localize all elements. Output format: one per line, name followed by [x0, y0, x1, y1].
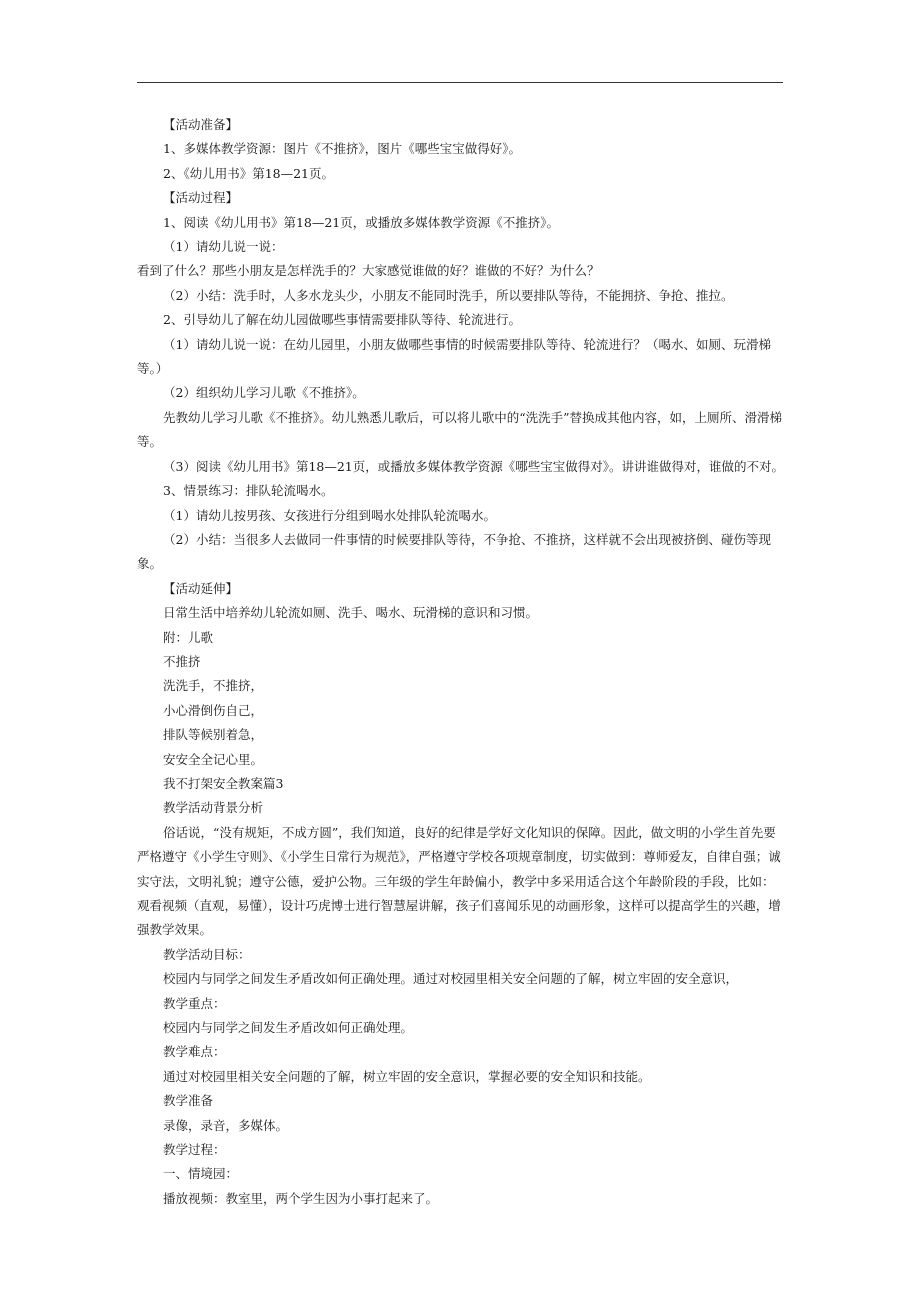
paragraph: 2、引导幼儿了解在幼儿园做哪些事情需要排队等待、轮流进行。: [163, 312, 521, 328]
paragraph: 教学活动背景分析: [163, 800, 264, 816]
paragraph: 录像，录音，多媒体。: [163, 1117, 289, 1133]
paragraph: 1、阅读《幼儿用书》第18—21页，或播放多媒体教学资源《不推挤》。: [163, 214, 560, 230]
paragraph: 教学难点：: [163, 1044, 226, 1060]
paragraph: 一、情境园：: [163, 1166, 239, 1182]
paragraph: （1）请幼儿说一说：在幼儿园里，小朋友做哪些事情的时候需要排队等待、轮流进行？（喝水、如厕、玩滑梯等。）: [137, 336, 771, 377]
paragraph: 教学重点：: [163, 995, 226, 1011]
paragraph: 俗话说，“没有规矩，不成方圆”，我们知道，良好的纪律是学好文化知识的保障。因此，做文明的小学生首先要严格遵守《小学生守则》、《小学生日常行为规范》，严格遵守学校各项规章制度，切实做到：尊师爱友，自律自强；诚实守法，文明礼貌；遵守公德，爱护公物。三年级的学生年龄偏小，教学中多采用适合这个年龄阶段的手段，比如：观看视频（直观，易懂），设计巧虎博士进行智慧屋讲解，孩子们喜闻乐见的动画形象，这样可以提高学生的兴趣，增强教学效果。: [137, 824, 781, 938]
paragraph: 2、《幼儿用书》第18—21页。: [163, 165, 335, 181]
paragraph: （1）请幼儿按男孩、女孩进行分组到喝水处排队轮流喝水。: [163, 507, 496, 523]
paragraph: 附：儿歌: [163, 629, 214, 645]
song-line: 洗洗手，不推挤，: [163, 678, 264, 694]
paragraph: 日常生活中培养幼儿轮流如厕、洗手、喝水、玩滑梯的意识和习惯。: [163, 605, 539, 621]
section-heading: 【活动延伸】: [163, 580, 239, 596]
article-title: 我不打架安全教案篇3: [163, 775, 284, 791]
paragraph: 播放视频：教室里，两个学生因为小事打起来了。: [163, 1190, 439, 1206]
paragraph: 1、多媒体教学资源：图片《不推挤》，图片《哪些宝宝做得好》。: [163, 141, 521, 157]
paragraph: 教学过程：: [163, 1142, 226, 1158]
paragraph: （2）组织幼儿学习儿歌《不推挤》。: [163, 385, 365, 401]
song-title: 不推挤: [163, 653, 201, 669]
paragraph: 校园内与同学之间发生矛盾改如何正确处理。通过对校园里相关安全问题的了解，树立牢固的安全意识，: [163, 971, 739, 987]
paragraph: （2）小结：洗手时，人多水龙头少，小朋友不能同时洗手，所以要排队等待，不能拥挤、争抢、推拉。: [163, 287, 734, 303]
song-line: 排队等候别着急，: [163, 727, 264, 743]
header-rule: [137, 82, 783, 83]
paragraph: 3、情景练习：排队轮流喝水。: [163, 483, 334, 499]
song-line: 安安全全记心里。: [163, 751, 264, 767]
paragraph: （2）小结：当很多人去做同一件事情的时候要排队等待，不争抢、不推挤，这样就不会出现被挤倒、碰伤等现象。: [137, 531, 771, 572]
paragraph: 教学准备: [163, 1093, 214, 1109]
section-heading: 【活动准备】: [163, 117, 239, 132]
paragraph: 通过对校园里相关安全问题的了解，树立牢固的安全意识，掌握必要的安全知识和技能。: [163, 1068, 651, 1084]
paragraph: 先教幼儿学习儿歌《不推挤》。幼儿熟悉儿歌后，可以将儿歌中的“洗洗手”替换成其他内容，如，上厕所、滑滑梯等。: [137, 409, 783, 450]
paragraph: 教学活动目标：: [163, 946, 251, 962]
paragraph: 看到了什么？那些小朋友是怎样洗手的？大家感觉谁做的好？谁做的不好？为什么？: [137, 263, 600, 279]
paragraph: 校园内与同学之间发生矛盾改如何正确处理。: [163, 1020, 414, 1036]
paragraph: （1）请幼儿说一说：: [163, 239, 284, 255]
song-line: 小心滑倒伤自己，: [163, 702, 264, 718]
section-heading: 【活动过程】: [163, 190, 239, 206]
document-body: [137, 113, 785, 1211]
paragraph: （3）阅读《幼儿用书》第18—21页，或播放多媒体教学资源《哪些宝宝做得对》。讲讲谁做得对，谁做的不对。: [163, 458, 785, 474]
